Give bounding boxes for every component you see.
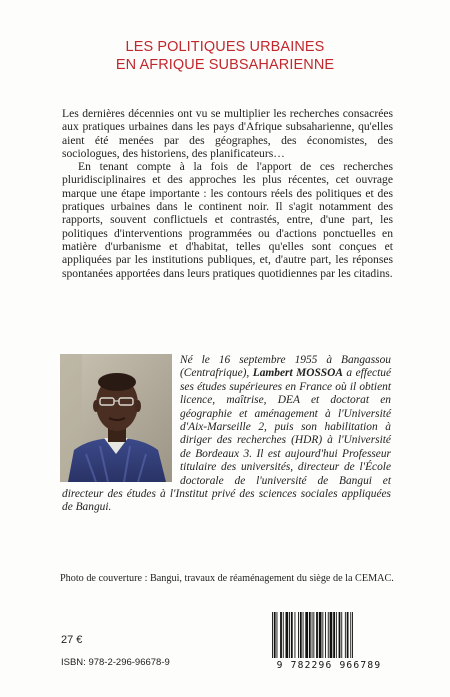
photo-spacer [62,354,180,482]
price: 27 € [61,634,83,646]
book-title-line-2: EN AFRIQUE SUBSAHARIENNE [115,57,335,73]
barcode-bar [283,612,284,658]
book-title [0,38,450,74]
barcode-bar [325,612,326,658]
barcode-bar [316,612,318,658]
barcode-bar [303,612,304,658]
barcode-digits: 9 782296 966789 [276,660,382,671]
bio-intro: Né le 16 septembre 1955 à Bangassou (Centrafrique), [180,354,391,380]
barcode-bar [319,612,322,658]
barcode-bar [300,612,302,658]
barcode-bar [352,612,353,658]
bio-body: a effectué ses études supérieures en France où il obtient licence, maîtrise, DEA et doctorat en géographie et aménagement à l'Université d'Aix-Marseille 2, puis son habilitation à diriger des recherches (HDR) à l'Université de Bordeaux 3. Il est aujourd'hui Professeur titulaire des universités, directeur de l'École doctorale de l'université de Bangui et directeur des études à l'Institut privé des sciences sociales appliquées de Bangui. [62,367,391,514]
author-name: Lambert MOSSOA [252,367,343,380]
barcode-bar [280,612,282,658]
barcode-bars [268,612,390,658]
barcode-bar [305,612,308,658]
barcode-bar [328,612,329,658]
barcode-bar [289,612,290,658]
isbn: ISBN: 978-2-296-96678-9 [61,657,170,668]
isbn-barcode [268,612,390,672]
barcode-bar [274,612,276,658]
back-cover-summary [62,107,393,280]
barcode-bar [313,612,314,658]
barcode-bar [336,612,337,658]
cover-photo-credit: Photo de couverture : Bangui, travaux de réaménagement du siège de la CEMAC. [60,573,394,584]
barcode-bar [350,612,351,658]
author-biography [62,354,391,515]
barcode-bar [347,612,349,658]
barcode-bar [330,612,333,658]
summary-paragraph-2: En tenant compte à la fois de l'apport de ces recherches pluridisciplinaires et des approches les plus récentes, cet ouvrage marque une étape importante : les contours réels des politiques et des pratiques urbaines dans le continent noir. Il s'agit notamment des rapports, souvent conflictuels et contrastés, entre, d'une part, les politiques d'interventions programmées ou d'actions ponctuelles en matière d'urbanisme et d'habitat, telles qu'elles sont conçues et appliquées par les institutions publiques, et, d'autre part, les réponses spontanées apportées dans leurs pratiques quotidiennes par les citadins. [62,160,393,280]
barcode-bar [339,612,341,658]
barcode-bar [272,612,273,658]
barcode-bar [341,612,342,658]
barcode-bar [309,612,311,658]
barcode-bar [322,612,323,658]
book-title-line-1: LES POLITIQUES URBAINES [125,39,325,55]
barcode-bar [291,612,293,658]
barcode-bar [312,612,313,658]
barcode-bar [286,612,289,658]
barcode-bar [345,612,346,658]
barcode-bar [277,612,278,658]
barcode-bar [295,612,296,658]
barcode-bar [298,612,299,658]
barcode-bar [333,612,335,658]
summary-paragraph-1: Les dernières décennies ont vu se multiplier les recherches consacrées aux pratiques urbaines dans les pays d'Afrique subsaharienne, qu'elles aient été menées par des géographes, des économistes, des sociologues, des historiens, des planificateurs… [62,107,393,160]
